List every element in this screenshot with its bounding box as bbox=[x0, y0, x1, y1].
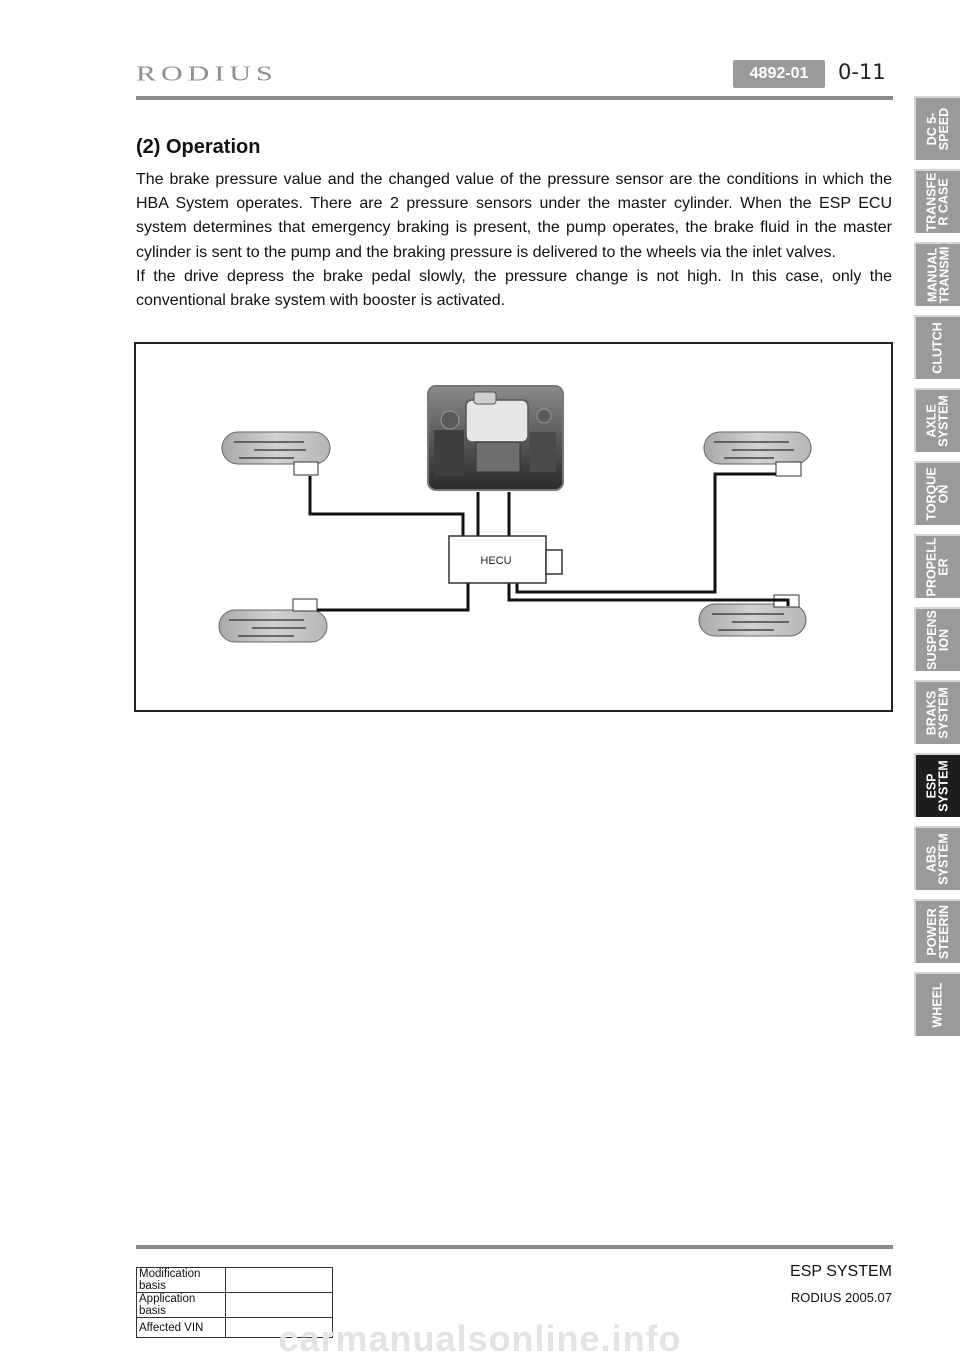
tab-label: CLUTCH bbox=[931, 322, 946, 374]
front-right-sensor bbox=[776, 462, 801, 476]
rodius-logo: RODIUS bbox=[136, 62, 278, 86]
table-row bbox=[137, 1268, 333, 1293]
tab-label: TORQUE ON bbox=[925, 467, 951, 521]
tab-axle-system[interactable] bbox=[914, 388, 960, 452]
watermark: carmanualsonline.info bbox=[278, 1318, 682, 1359]
tab-label: ABS SYSTEM bbox=[925, 833, 951, 885]
tab-label: WHEEL bbox=[931, 982, 946, 1028]
body-text bbox=[136, 168, 892, 313]
tab-dc5-speed[interactable] bbox=[914, 96, 960, 160]
paragraph-2: If the drive depress the brake pedal slowly, the pressure change is not high. In this case, only the conventional brake system with booster is activated. bbox=[136, 267, 892, 310]
tab-label: AXLE SYSTEM bbox=[925, 395, 951, 447]
front-left-sensor bbox=[294, 462, 318, 475]
paragraph-1: The brake pressure value and the changed value of the pressure sensor are the conditions in which the HBA System operates. There are 2 pressure sensors under the master cylinder. When the ESP ECU system determines that emergency braking is present, the pump operates, the brake fluid in the master cylinder is sent to the pump and the braking pressure is delivered to the wheels via the inlet valves. bbox=[136, 171, 892, 261]
tab-manual-transmission[interactable] bbox=[914, 242, 960, 306]
tab-label: BRAKS SYSTEM bbox=[925, 687, 951, 739]
section-code-badge: 4892-01 bbox=[733, 60, 825, 88]
tab-power-steering[interactable] bbox=[914, 899, 960, 963]
tab-propeller[interactable] bbox=[914, 534, 960, 598]
tab-torque-on[interactable] bbox=[914, 461, 960, 525]
table-value bbox=[226, 1293, 333, 1318]
section-title: (2) Operation bbox=[136, 136, 261, 158]
table-label: Affected VIN bbox=[137, 1318, 226, 1338]
footer-model-date: RODIUS 2005.07 bbox=[790, 1290, 892, 1305]
tab-label: PROPELL ER bbox=[925, 537, 952, 597]
hecu-unit bbox=[449, 536, 562, 583]
footer-divider bbox=[136, 1245, 893, 1249]
hecu-label: HECU bbox=[480, 555, 512, 567]
tab-clutch[interactable] bbox=[914, 315, 960, 379]
tab-transfer-case[interactable] bbox=[914, 169, 960, 233]
footer-section-title: ESP SYSTEM bbox=[790, 1263, 892, 1280]
table-label: Modification basis bbox=[137, 1268, 226, 1293]
tab-wheel[interactable] bbox=[914, 972, 960, 1036]
tab-label: MANUAL TRANSMI bbox=[925, 246, 952, 304]
table-value bbox=[226, 1268, 333, 1293]
table-label: Application basis bbox=[137, 1293, 226, 1318]
page-number: 0-11 bbox=[838, 60, 886, 84]
master-cylinder-photo bbox=[428, 386, 563, 490]
tab-suspension[interactable] bbox=[914, 607, 960, 671]
tab-label: DC 5- SPEED bbox=[925, 107, 951, 151]
rear-left-sensor bbox=[293, 599, 317, 611]
tab-abs-system[interactable] bbox=[914, 826, 960, 890]
header-divider bbox=[136, 96, 893, 100]
table-row bbox=[137, 1293, 333, 1318]
tab-braks-system[interactable] bbox=[914, 680, 960, 744]
tab-esp-system[interactable] bbox=[914, 753, 960, 817]
tab-label: ESP SYSTEM bbox=[925, 760, 951, 812]
tab-label: POWER STEERIN bbox=[925, 904, 951, 960]
tab-label: SUSPENS ION bbox=[925, 610, 951, 670]
hba-diagram bbox=[134, 342, 893, 712]
tab-label: TRANSFE R CASE bbox=[925, 172, 951, 232]
